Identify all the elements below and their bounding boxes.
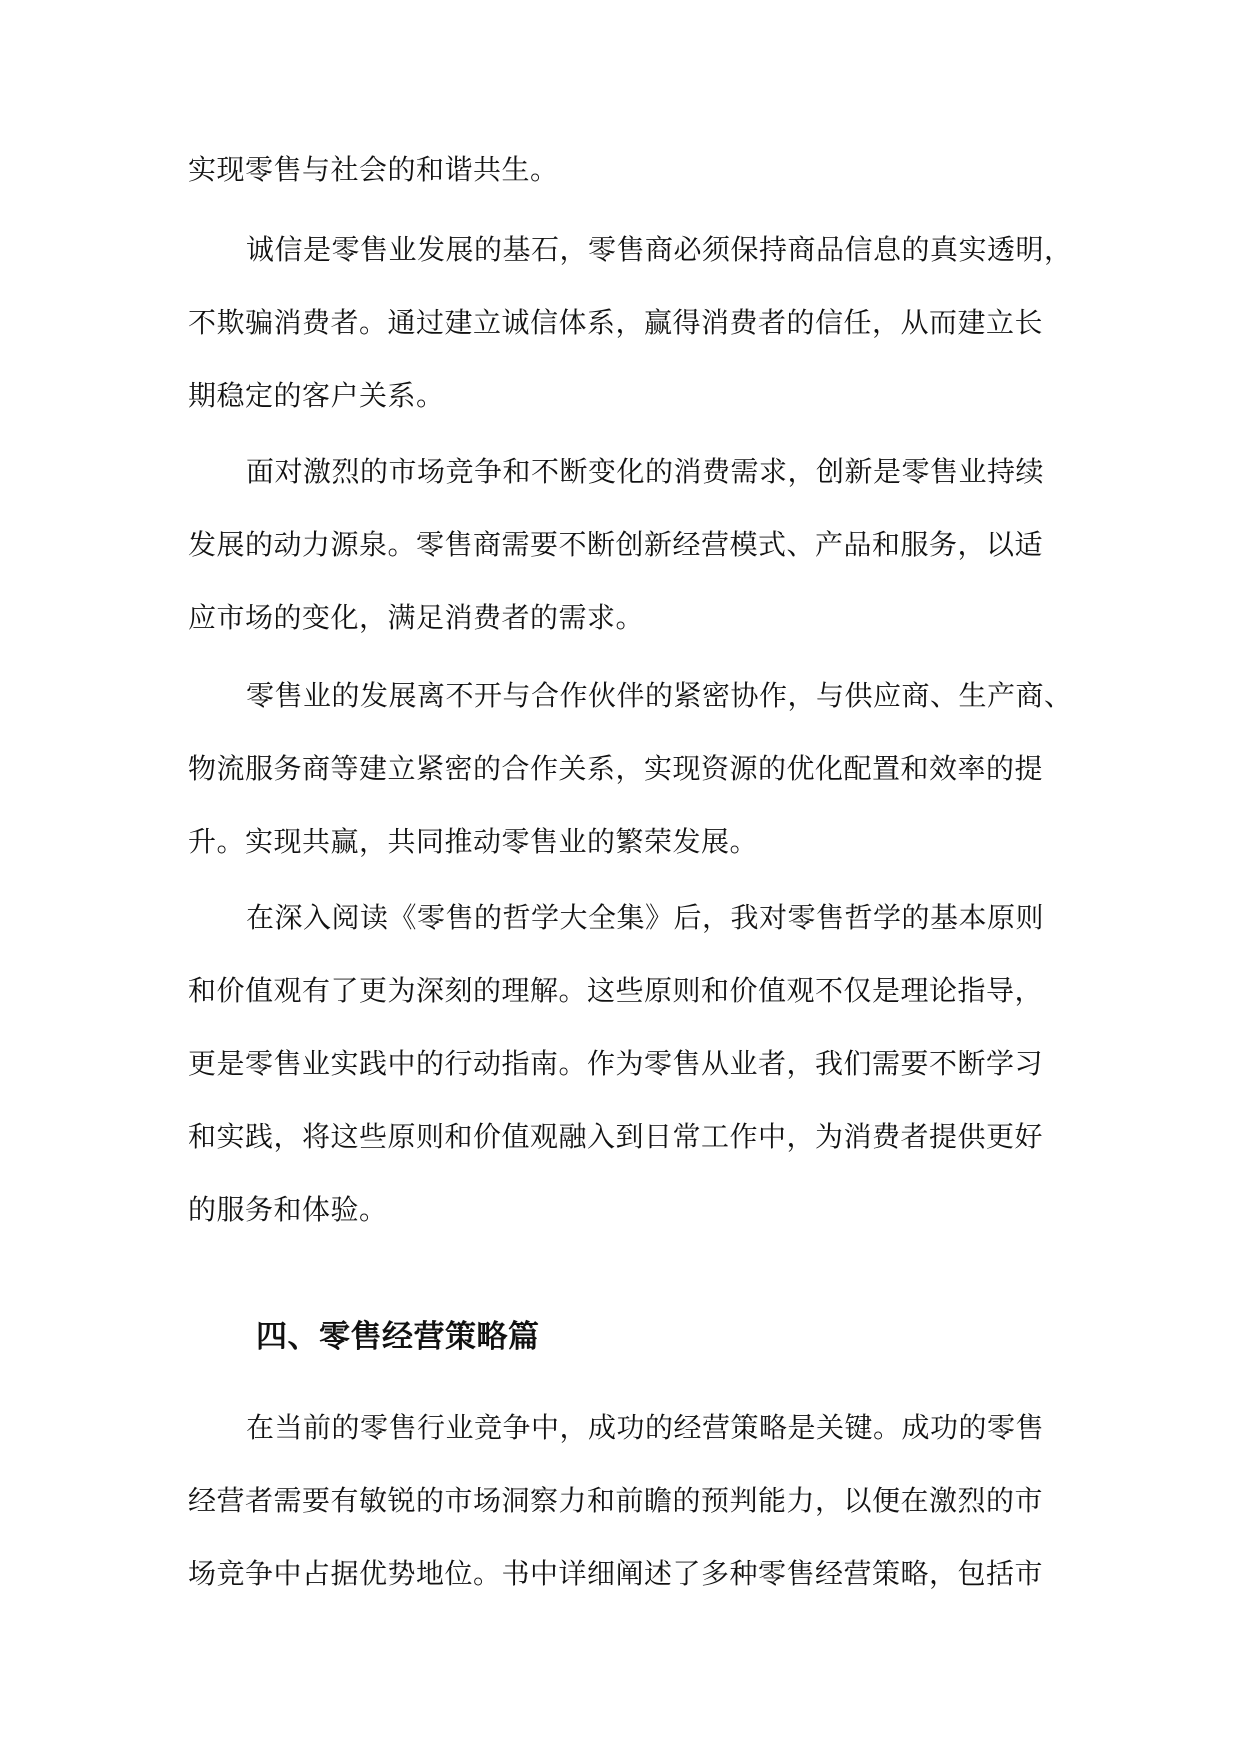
text-line: 零售业的发展离不开与合作伙伴的紧密协作，与供应商、生产商、 xyxy=(246,679,1073,712)
text-line: 场竞争中占据优势地位。书中详细阐述了多种零售经营策略，包括市 xyxy=(188,1557,1044,1590)
section-heading: 四、零售经营策略篇 xyxy=(256,1319,540,1355)
text-line: 的服务和体验。 xyxy=(188,1193,388,1226)
text-line: 更是零售业实践中的行动指南。作为零售从业者，我们需要不断学习 xyxy=(188,1047,1044,1080)
text-line: 经营者需要有敏锐的市场洞察力和前瞻的预判能力，以便在激烈的市 xyxy=(188,1484,1044,1517)
text-line: 在深入阅读《零售的哲学大全集》后，我对零售哲学的基本原则 xyxy=(246,901,1045,934)
text-line: 诚信是零售业发展的基石，零售商必须保持商品信息的真实透明， xyxy=(246,233,1073,266)
text-line: 发展的动力源泉。零售商需要不断创新经营模式、产品和服务，以适 xyxy=(188,528,1044,561)
text-line: 不欺骗消费者。通过建立诚信体系，赢得消费者的信任，从而建立长 xyxy=(188,306,1044,339)
text-line: 期稳定的客户关系。 xyxy=(188,379,445,412)
text-line: 应市场的变化，满足消费者的需求。 xyxy=(188,601,645,634)
text-line: 物流服务商等建立紧密的合作关系，实现资源的优化配置和效率的提 xyxy=(188,752,1044,785)
text-line: 实现零售与社会的和谐共生。 xyxy=(188,153,559,186)
text-line: 和价值观有了更为深刻的理解。这些原则和价值观不仅是理论指导， xyxy=(188,974,1044,1007)
text-line: 升。实现共赢，共同推动零售业的繁荣发展。 xyxy=(188,825,759,858)
text-line: 面对激烈的市场竞争和不断变化的消费需求，创新是零售业持续 xyxy=(246,455,1045,488)
text-line: 和实践，将这些原则和价值观融入到日常工作中，为消费者提供更好 xyxy=(188,1120,1044,1153)
text-line: 在当前的零售行业竞争中，成功的经营策略是关键。成功的零售 xyxy=(246,1411,1045,1444)
